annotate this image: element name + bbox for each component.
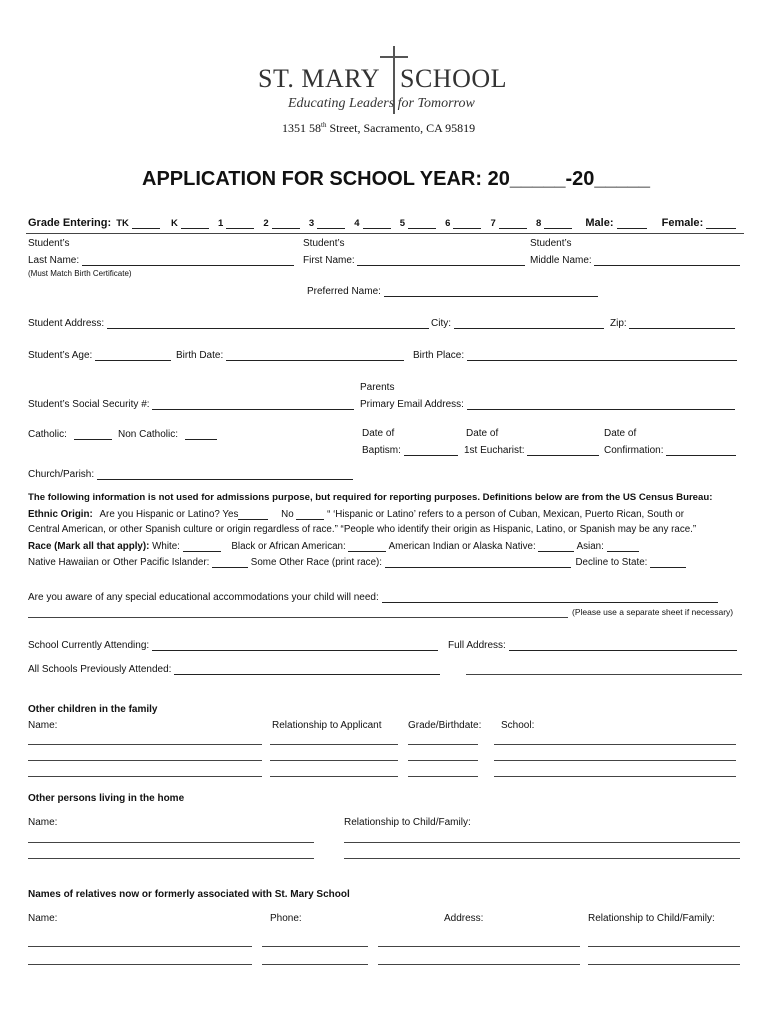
page-title: APPLICATION FOR SCHOOL YEAR: 20_____-20_____ xyxy=(142,168,650,190)
student-address-field: Student Address: xyxy=(28,317,429,329)
catholic-field: Catholic: xyxy=(28,428,112,440)
middle-name-field: Middle Name: xyxy=(530,254,740,266)
child-relationship-input[interactable] xyxy=(270,744,398,745)
grade-1-field[interactable] xyxy=(226,217,254,229)
female-field[interactable] xyxy=(706,217,736,229)
confirmation-input[interactable] xyxy=(666,444,736,456)
children-relationship-header: Relationship to Applicant xyxy=(272,720,382,731)
first-name-input[interactable] xyxy=(357,254,525,266)
baptism-input[interactable] xyxy=(404,444,458,456)
relative-relationship-input[interactable] xyxy=(588,964,740,965)
grade-3-field[interactable] xyxy=(317,217,345,229)
person-name-input[interactable] xyxy=(28,842,314,843)
birth-certificate-note: (Must Match Birth Certificate) xyxy=(28,269,132,278)
child-name-input[interactable] xyxy=(28,760,262,761)
relative-name-input[interactable] xyxy=(28,964,252,965)
other-children-heading: Other children in the family xyxy=(28,704,158,715)
relatives-phone-header: Phone: xyxy=(270,913,302,924)
full-address-input[interactable] xyxy=(509,639,737,651)
relatives-address-header: Address: xyxy=(444,913,484,924)
child-grade-input[interactable] xyxy=(408,744,478,745)
grade-7-field[interactable] xyxy=(499,217,527,229)
grade-tk-field[interactable] xyxy=(132,217,160,229)
relative-phone-input[interactable] xyxy=(262,964,368,965)
confirmation-field: Confirmation: xyxy=(604,444,736,456)
child-relationship-input[interactable] xyxy=(270,760,398,761)
relative-relationship-input[interactable] xyxy=(588,946,740,947)
middle-name-input[interactable] xyxy=(594,254,740,266)
catholic-input[interactable] xyxy=(74,428,112,440)
zip-field: Zip: xyxy=(610,317,735,329)
relatives-name-header: Name: xyxy=(28,913,58,924)
date-of-label: Date of xyxy=(604,428,637,439)
students-label: Student’s xyxy=(530,238,572,249)
child-school-input[interactable] xyxy=(494,760,736,761)
race-row: Race (Mark all that apply): White: Black or African American: American Indian or Alaska Native: Asian: xyxy=(28,540,639,552)
special-accommodations-input[interactable] xyxy=(382,591,718,603)
students-label: Student’s xyxy=(303,238,345,249)
relative-phone-input[interactable] xyxy=(262,946,368,947)
student-age-input[interactable] xyxy=(95,349,171,361)
non-catholic-input[interactable] xyxy=(185,428,217,440)
grade-4-field[interactable] xyxy=(363,217,391,229)
student-age-field: Student’s Age: xyxy=(28,349,171,361)
birth-place-input[interactable] xyxy=(467,349,737,361)
current-school-input[interactable] xyxy=(152,639,438,651)
baptism-field: Baptism: xyxy=(362,444,458,456)
race-native-input[interactable] xyxy=(538,540,574,552)
census-intro: The following information is not used for admissions purpose, but required for reporting purposes. Definitions below are from the US Census Bureau: xyxy=(28,492,713,503)
children-name-header: Name: xyxy=(28,720,58,731)
church-parish-input[interactable] xyxy=(97,468,353,480)
child-school-input[interactable] xyxy=(494,776,736,777)
school-name-right: SCHOOL xyxy=(400,64,508,93)
school-name-left: ST. MARY xyxy=(258,64,380,93)
last-name-field: Last Name: xyxy=(28,254,294,266)
child-grade-input[interactable] xyxy=(408,760,478,761)
special-accommodations-line-2[interactable] xyxy=(28,617,568,618)
child-name-input[interactable] xyxy=(28,744,262,745)
birth-date-field: Birth Date: xyxy=(176,349,404,361)
race-other-input[interactable] xyxy=(385,556,571,568)
ethnic-origin-row: Ethnic Origin: Are you Hispanic or Latino? Yes No “ ‘Hispanic or Latino’ refers to a person of Cuban, Mexican, Puerto Rican, South or xyxy=(28,509,684,520)
previous-schools-field: All Schools Previously Attended: xyxy=(28,663,440,675)
preferred-name-field: Preferred Name: xyxy=(307,285,598,297)
relative-name-input[interactable] xyxy=(28,946,252,947)
race-black-input[interactable] xyxy=(348,540,386,552)
persons-relationship-header: Relationship to Child/Family: xyxy=(344,817,471,828)
grade-5-field[interactable] xyxy=(408,217,436,229)
first-name-field: First Name: xyxy=(303,254,525,266)
grade-entering-row: Grade Entering: TK K 1 2 3 4 5 6 7 8 Male: Female: xyxy=(28,217,736,229)
section-divider xyxy=(26,233,744,234)
date-of-label: Date of xyxy=(362,428,395,439)
ssn-field: Student’s Social Security #: xyxy=(28,398,354,410)
eucharist-input[interactable] xyxy=(527,444,599,456)
special-accommodations-field: Are you aware of any special educational accommodations your child will need: xyxy=(28,591,718,603)
hispanic-no-input[interactable] xyxy=(296,508,324,520)
race-white-input[interactable] xyxy=(183,540,221,552)
full-address-field: Full Address: xyxy=(448,639,737,651)
birth-place-field: Birth Place: xyxy=(413,349,737,361)
relatives-relationship-header: Relationship to Child/Family: xyxy=(588,913,715,924)
school-address: 1351 58th Street, Sacramento, CA 95819 xyxy=(282,121,476,135)
child-name-input[interactable] xyxy=(28,776,262,777)
child-relationship-input[interactable] xyxy=(270,776,398,777)
grade-k-field[interactable] xyxy=(181,217,209,229)
decline-input[interactable] xyxy=(650,556,686,568)
child-school-input[interactable] xyxy=(494,744,736,745)
persons-name-header: Name: xyxy=(28,817,58,828)
grade-6-field[interactable] xyxy=(453,217,481,229)
relatives-heading: Names of relatives now or formerly associated with St. Mary School xyxy=(28,889,350,900)
zip-input[interactable] xyxy=(629,317,735,329)
primary-email-field: Primary Email Address: xyxy=(360,398,735,410)
hispanic-yes-input[interactable] xyxy=(238,508,268,520)
grade-8-field[interactable] xyxy=(544,217,572,229)
child-grade-input[interactable] xyxy=(408,776,478,777)
children-grade-header: Grade/Birthdate: xyxy=(408,720,482,731)
non-catholic-field: Non Catholic: xyxy=(118,428,217,440)
eucharist-field: 1st Eucharist: xyxy=(464,444,599,456)
children-school-header: School: xyxy=(501,720,535,731)
ssn-input[interactable] xyxy=(152,398,354,410)
primary-email-input[interactable] xyxy=(467,398,735,410)
previous-schools-input[interactable] xyxy=(174,663,440,675)
city-field: City: xyxy=(431,317,604,329)
race-hawaiian-input[interactable] xyxy=(212,556,248,568)
ethnic-definition: Central American, or other Spanish culture or origin regardless of race.” “People who identify their origin as Hispanic, Latino, or Spanish may be any race.” xyxy=(28,524,697,535)
male-field[interactable] xyxy=(617,217,647,229)
date-of-label: Date of xyxy=(466,428,499,439)
student-address-input[interactable] xyxy=(107,317,429,329)
last-name-input[interactable] xyxy=(82,254,294,266)
city-input[interactable] xyxy=(454,317,604,329)
preferred-name-input[interactable] xyxy=(384,285,598,297)
current-school-field: School Currently Attending: xyxy=(28,639,438,651)
relative-address-input[interactable] xyxy=(378,964,580,965)
students-label: Student’s xyxy=(28,238,70,249)
relative-address-input[interactable] xyxy=(378,946,580,947)
separate-sheet-note: (Please use a separate sheet if necessary) xyxy=(572,607,734,617)
school-tagline: Educating Leaders for Tomorrow xyxy=(288,96,475,111)
parents-label: Parents xyxy=(360,382,395,393)
person-name-input[interactable] xyxy=(28,858,314,859)
person-relationship-input[interactable] xyxy=(344,842,740,843)
church-parish-field: Church/Parish: xyxy=(28,468,353,480)
birth-date-input[interactable] xyxy=(226,349,404,361)
race-asian-input[interactable] xyxy=(607,540,639,552)
person-relationship-input[interactable] xyxy=(344,858,740,859)
race-row-2: Native Hawaiian or Other Pacific Islander: Some Other Race (print race): Decline to State: xyxy=(28,556,686,568)
other-persons-heading: Other persons living in the home xyxy=(28,793,185,804)
grade-2-field[interactable] xyxy=(272,217,300,229)
previous-schools-input-2[interactable] xyxy=(466,674,742,675)
